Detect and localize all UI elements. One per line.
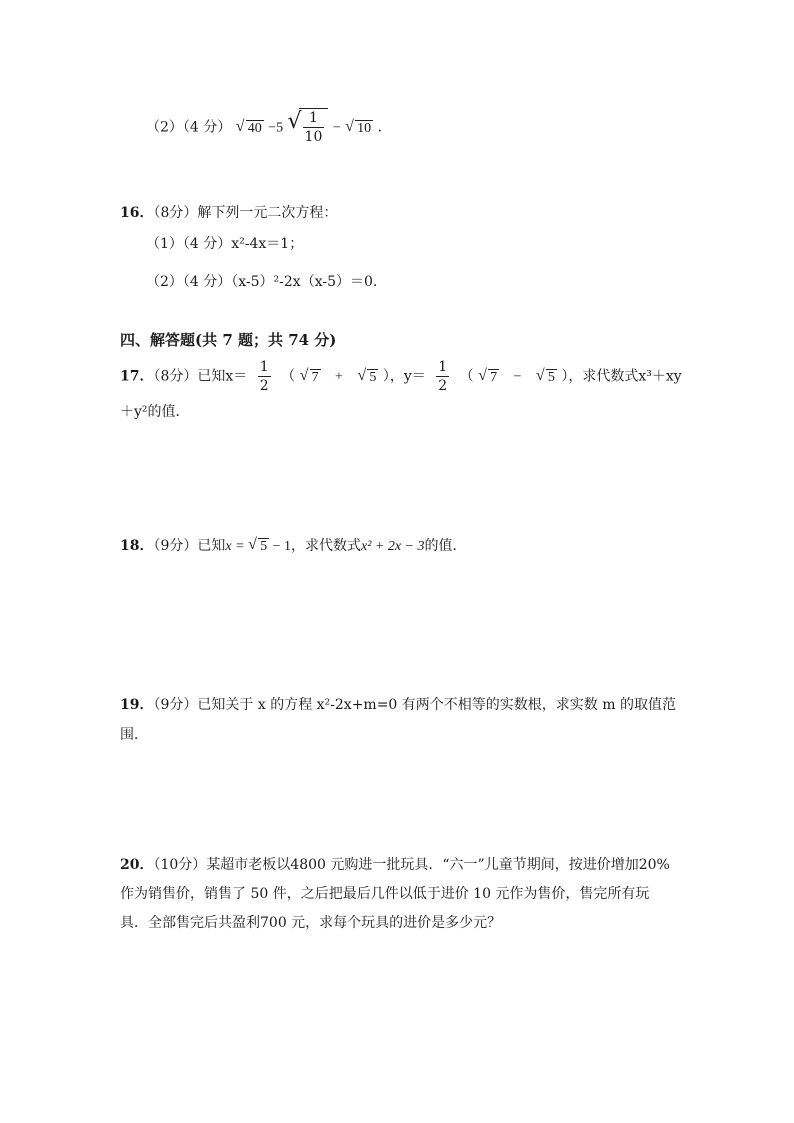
minus-5: −5 (268, 120, 284, 136)
q15-part2-prefix: （2）（4 分） (146, 119, 232, 136)
q19-line2: 围． (120, 727, 148, 743)
q16-part1: （1）（4 分）x²-4x＝1； (146, 236, 304, 252)
q20-line3: 具．全部售完后共盈利700 元，求每个玩具的进价是多少元？ (120, 915, 502, 931)
sqrt-40: √ 40 (235, 117, 262, 136)
q18-line1: 18．（9分）已知x = √ 5 − 1，求代数式x² + 2x − 3的值． (120, 536, 467, 557)
question-number: 16． (120, 205, 154, 221)
sqrt-7: √ 7 (478, 366, 498, 385)
question-score: （8分） (153, 205, 198, 221)
q15-part2: （2）（4 分） √ 40 −5 √ $\frac{1}{10}$ − √ 10 . (146, 109, 383, 145)
fraction-half: $\frac{1}{2}$ (259, 359, 269, 394)
q20-line2: 作为销售价，销售了 50 件，之后把最后几件以低于进价 10 元作为售价，售完所有玩 (120, 886, 650, 902)
question-score: （8分） (153, 368, 198, 385)
sqrt-5: √ 5 (535, 366, 555, 385)
minus-sign: − (332, 120, 341, 136)
q16-heading (120, 203, 337, 223)
q17-line1: 17．（8分）已知x＝ $\frac{1}{2}$ （ √ 7 + √ 5 ），y＝ $\frac{1}{2}$ （ √ 7 − √ 5 ），求代数式x³＋xy (120, 359, 682, 394)
q17-line2: ＋y²的值． (120, 404, 190, 420)
fraction-half: $\frac{1}{2}$ (438, 359, 448, 394)
sqrt-10: √ 10 (345, 117, 372, 136)
sqrt-fraction: √ $\frac{1}{10}$ (288, 108, 329, 146)
q20-line1: 20．（10分）某超市老板以4800 元购进一批玩具．“六一”儿童节期间，按进价增加20% (120, 857, 670, 873)
q16-part2: （2）（4 分）（x-5）²-2x（x-5）＝0. (146, 274, 378, 290)
question-text: 解下列一元二次方程： (197, 205, 338, 221)
question-number: 19． (120, 697, 154, 713)
sqrt-5: √ 5 (357, 366, 377, 385)
question-number: 17． (120, 368, 154, 385)
sqrt-5: √ 5 (248, 536, 268, 554)
q19-line1: 19．（9分）已知关于 x 的方程 x²-2x+m=0 有两个不相等的实数根，求实数 m 的取值范 (120, 697, 676, 713)
question-score: （9分） (153, 538, 198, 554)
section-title: 四、解答题(共 7 题；共 74 分) (120, 331, 337, 349)
sqrt-7: √ 7 (299, 366, 319, 385)
question-score: （10分） (153, 857, 207, 873)
question-number: 18． (120, 538, 154, 554)
question-score: （9分） (153, 697, 198, 713)
question-number: 20． (120, 857, 154, 873)
